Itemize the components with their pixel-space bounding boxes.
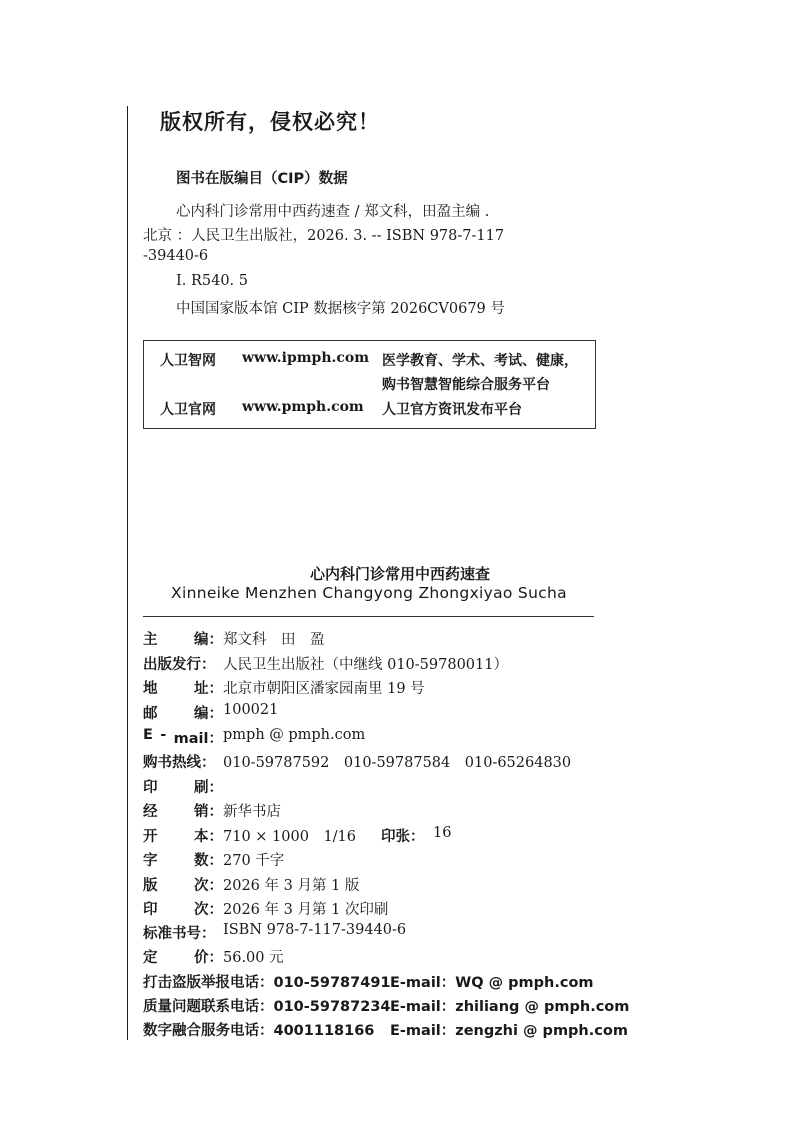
contact-phone: 数字融合服务电话：4001118166 [143, 1023, 375, 1039]
field-label: 印 刷： [143, 780, 223, 796]
field-label: 经 销： [143, 804, 223, 820]
field-value: 710 × 1000 1/16 [223, 829, 357, 845]
piracy-contact-row [143, 971, 594, 993]
cip-line: -39440-6 [143, 248, 209, 264]
field-value: 270 千字 [223, 853, 285, 869]
contact-email: E-mail：zengzhi @ pmph.com [390, 1023, 628, 1039]
field-value: 56.00 元 [223, 950, 284, 966]
cip-line: 中国国家版本馆 CIP 数据核字第 2026CV0679 号 [176, 301, 505, 317]
field-label: 印 次： [143, 902, 223, 918]
quality-contact-row [143, 995, 630, 1017]
site-url-link[interactable]: www.ipmph.com [242, 350, 370, 366]
field-value: 人民卫生出版社（中继线 010-59780011） [223, 657, 508, 673]
website-box [143, 340, 596, 429]
site-name: 人卫智网 [160, 353, 216, 369]
field-value: 2026 年 3 月第 1 次印刷 [223, 902, 389, 918]
cip-line: Ⅰ. R540. 5 [176, 273, 248, 289]
field-label: 版 次： [143, 878, 223, 894]
cip-line: 北京 ：人民卫生出版社，2026. 3. -- ISBN 978-7-117 [143, 228, 505, 244]
field-value: 郑文科 田 盈 [223, 632, 325, 648]
field-label: 开 本： [143, 829, 223, 845]
site-description: 人卫官方资讯发布平台 [382, 402, 522, 418]
field-label: 主 编： [143, 632, 223, 648]
contact-email: E-mail：zhiliang @ pmph.com [390, 999, 630, 1015]
sheets-value: 16 [433, 825, 452, 841]
site-name: 人卫官网 [160, 402, 216, 418]
field-label: 地 址： [143, 681, 223, 697]
contact-phone: 打击盗版举报电话：010-59787491 [143, 975, 391, 991]
field-label: 出版发行： [143, 657, 216, 673]
book-title: 心内科门诊常用中西药速查 [309, 565, 490, 583]
field-value: pmph @ pmph.com [223, 727, 366, 743]
book-pinyin-title: Xinneike Menzhen Changyong Zhongxiyao Sucha [171, 584, 567, 602]
contact-email: E-mail：WQ @ pmph.com [390, 975, 594, 991]
field-value: 北京市朝阳区潘家园南里 19 号 [223, 681, 425, 697]
field-label: 邮 编： [143, 706, 223, 722]
field-value: 2026 年 3 月第 1 版 [223, 878, 360, 894]
field-label: 定 价： [143, 950, 223, 966]
field-value: 100021 [223, 702, 279, 718]
field-label: 购书热线： [143, 755, 216, 771]
sheets-label: 印张： [381, 829, 425, 845]
site-url-link[interactable]: www.pmph.com [242, 399, 364, 415]
field-value: ISBN 978-7-117-39440-6 [223, 922, 407, 938]
field-label: 字 数： [143, 853, 223, 869]
contact-phone: 质量问题联系电话：010-59787234 [143, 999, 391, 1015]
field-value: 新华书店 [223, 804, 281, 820]
site-description: 购书智慧智能综合服务平台 [382, 377, 550, 393]
digital-contact-row [143, 1019, 628, 1041]
field-value: 010-59787592 010-59787584 010-65264830 [223, 755, 572, 771]
site-description: 医学教育、学术、考试、健康， [382, 353, 578, 369]
copyright-slogan: 版权所有，侵权必究！ [160, 110, 380, 134]
divider [143, 616, 594, 617]
cip-line: 心内科门诊常用中西药速查 / 郑文科，田盈主编 . [176, 204, 490, 220]
field-label: E - mail： [143, 727, 223, 747]
field-label: 标准书号： [143, 926, 216, 942]
cip-title: 图书在版编目（CIP）数据 [176, 171, 348, 187]
